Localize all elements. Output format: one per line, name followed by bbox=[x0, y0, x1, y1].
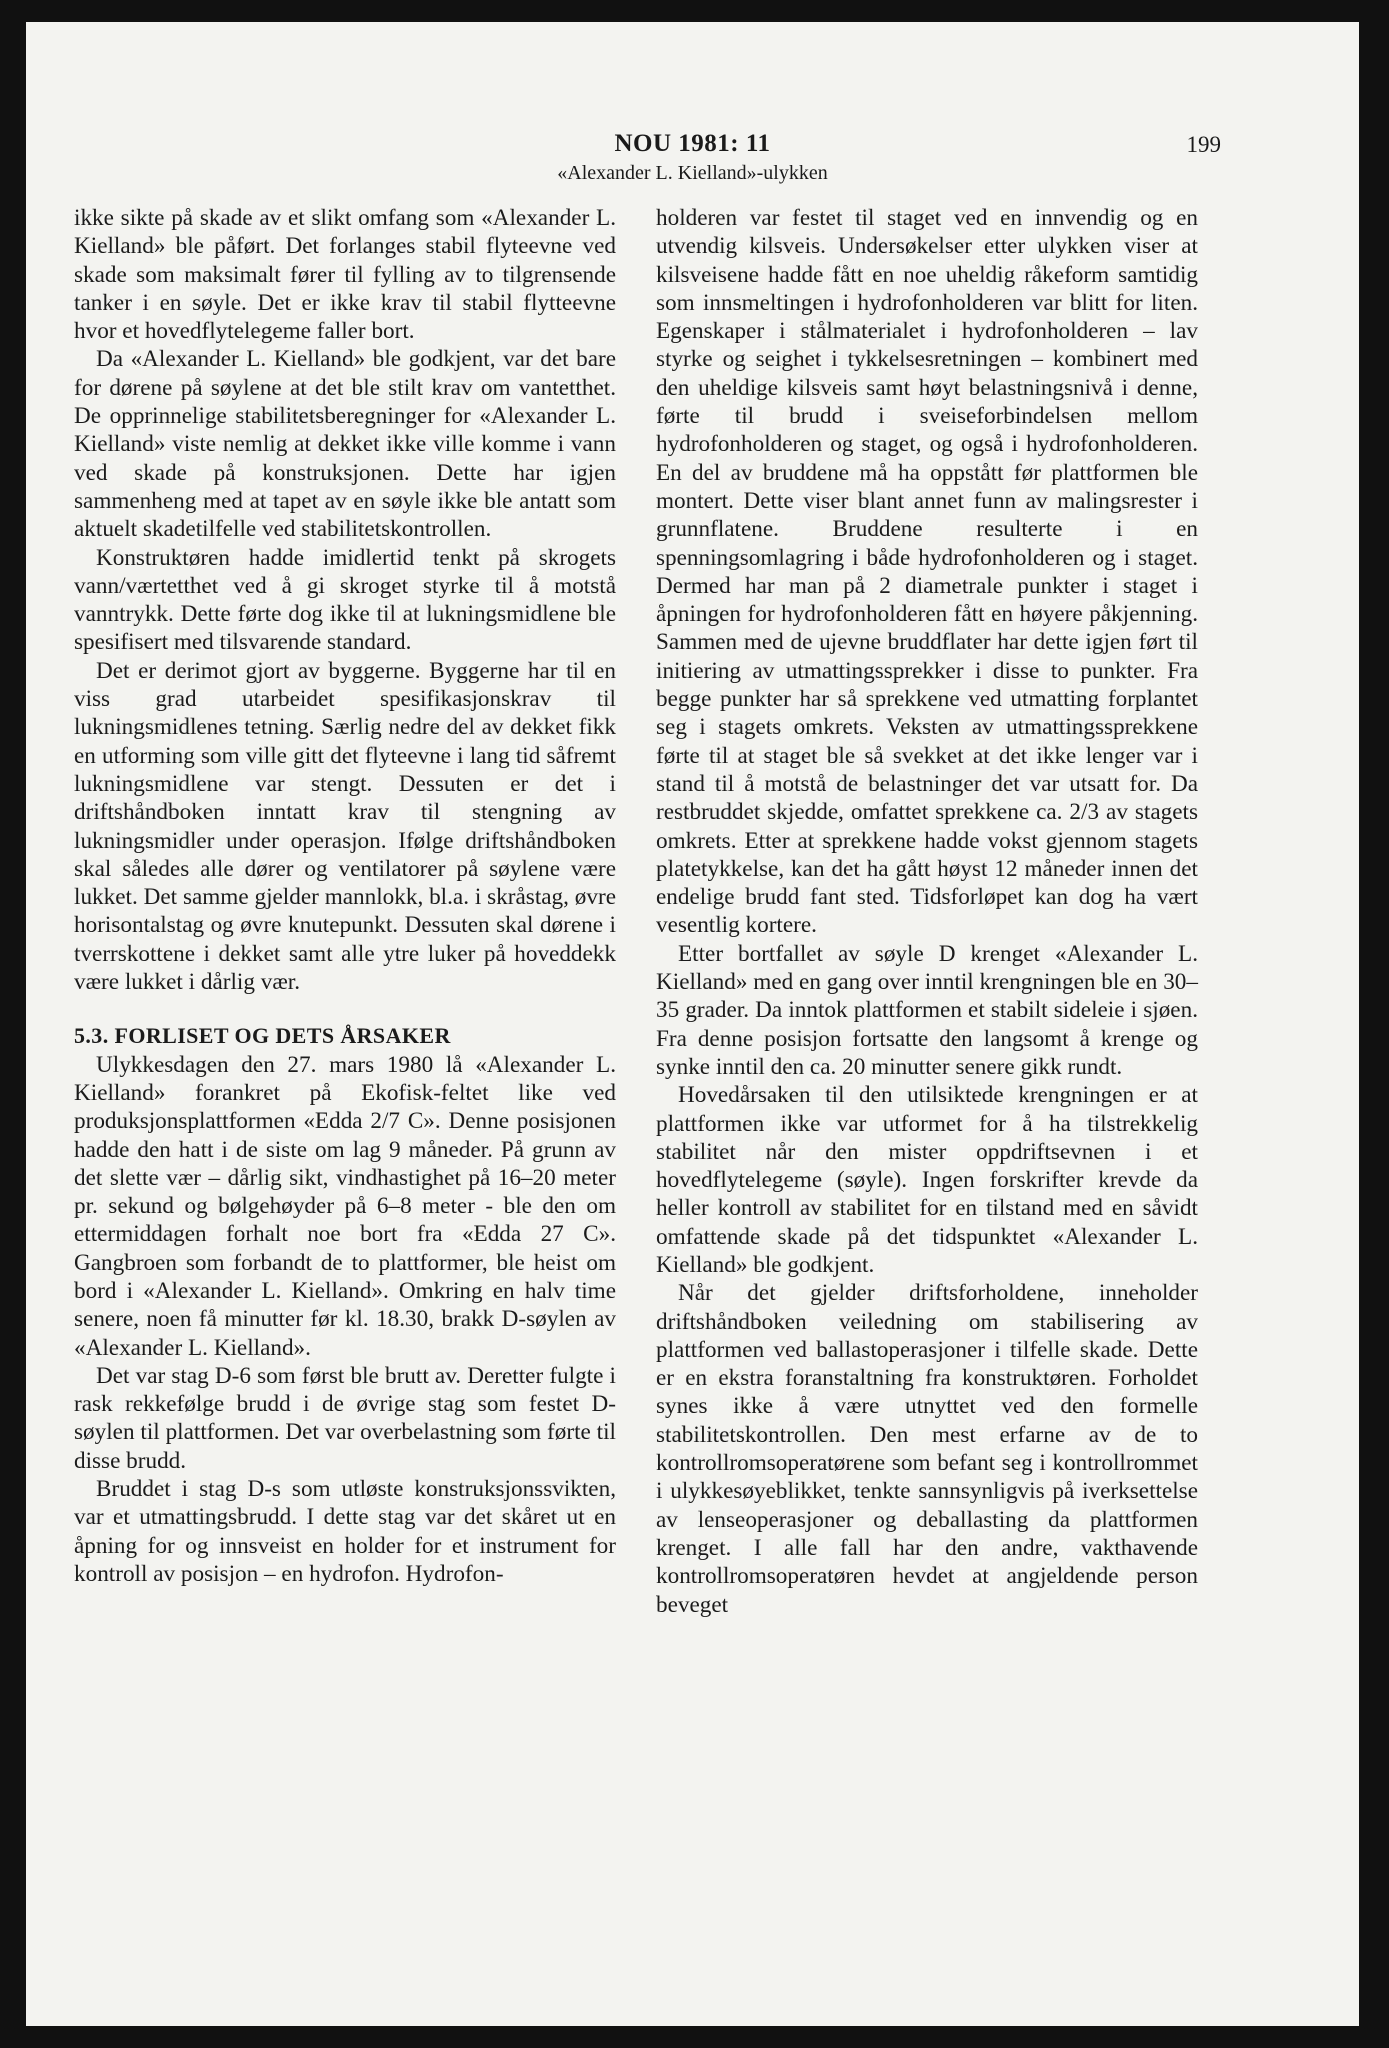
left-column bbox=[74, 204, 616, 1588]
paragraph: Det er derimot gjort av byggerne. Byggerne har til en viss grad utarbeidet spesifikasjonskrav til lukningsmidlenes tetning. Særlig nedre del av dekket fikk en utforming som ville gitt det flyteevne i lang tid såfremt lukningsmidlene var stengt. Dessuten er det i driftshåndboken inntatt krav til stengning av lukningsmidler under operasjon. Ifølge driftshåndboken skal således alle dører og ventilatorer på søylene være lukket. Det samme gjelder mannlokk, bl.a. i skråstag, øvre horisontalstag og øvre knutepunkt. Dessuten skal dørene i tverrskottene i dekket samt alle ytre luker på hoveddekk være lukket i dårlig vær. bbox=[74, 657, 616, 996]
running-header bbox=[26, 130, 1359, 185]
page-number: 199 bbox=[1186, 132, 1221, 157]
report-subtitle: «Alexander L. Kielland»-ulykken bbox=[557, 162, 828, 184]
paragraph: holderen var festet til staget ved en innvendig og en utvendig kilsveis. Undersøkelser etter ulykken viser at kilsveisene hadde fått en noe uheldig råkeform samtidig som innsmeltingen i hydrofonholderen var blitt for liten. Egenskaper i stålmaterialet i hydrofonholderen – lav styrke og seighet i tykkelsesretningen – kombinert med den uheldige kilsveis samt høyt belastningsnivå i denne, førte til brudd i sveiseforbindelsen mellom hydrofonholderen og staget, og også i hydrofonholderen. En del av bruddene må ha oppstått før plattformen ble montert. Dette viser blant annet funn av malingsrester i grunnflatene. Bruddene resulterte i en spenningsomlagring i både hydrofonholderen og i staget. Dermed har man på 2 diametrale punkter i staget i åpningen for hydrofonholderen fått en høyere påkjenning. Sammen med de ujevne bruddflater har dette igjen ført til initiering av utmattingssprekker i disse to punkter. Fra begge punkter har så sprekkene ved utmatting forplantet seg i stagets omkrets. Veksten av utmattingssprekkene førte til at staget ble så svekket at det ikke lenger var i stand til å motstå de belastninger det var utsatt for. Da restbruddet skjedde, omfattet sprekkene ca. 2/3 av stagets omkrets. Etter at sprekkene hadde vokst gjennom stagets platetykkelse, kan det ha gått høyst 12 måneder innen det endelige brudd fant sted. Tidsforløpet kan dog ha vært vesentlig kortere. bbox=[656, 205, 1198, 939]
paragraph: ikke sikte på skade av et slikt omfang som «Alexander L. Kielland» ble påført. Det forlanges stabil flyteevne ved skade som maksimalt fører til fylling av to tilgrensende tanker i en søyle. Det er ikke krav til stabil flytteevne hvor et hovedflytelegeme faller bort. bbox=[74, 205, 616, 345]
right-column bbox=[656, 204, 1198, 1619]
section-heading: 5.3. FORLISET OG DETS ÅRSAKER bbox=[74, 1023, 451, 1049]
paragraph: Da «Alexander L. Kielland» ble godkjent, var det bare for dørene på søylene at det ble stilt krav om vantetthet. De opprinnelige stabilitetsberegninger for «Alexander L. Kielland» viste nemlig at dekket ikke ville komme i vann ved skade på konstruksjonen. Dette har igjen sammenheng med at tapet av en søyle ikke ble antatt som aktuelt skadetilfelle ved stabilitetskontrollen. bbox=[74, 346, 616, 543]
paragraph: Etter bortfallet av søyle D krenget «Alexander L. Kielland» med en gang over inntil krengningen ble en 30–35 grader. Da inntok plattformen et stabilt sideleie i sjøen. Fra denne posisjon fortsatte den langsomt å krenge og synke inntil den ca. 20 minutter senere gikk rundt. bbox=[656, 940, 1198, 1080]
paragraph: Når det gjelder driftsforholdene, inneholder driftshåndboken veiledning om stabilisering av plattformen ved ballastoperasjoner i tilfelle skade. Dette er en ekstra foranstaltning fra konstruktøren. Forholdet synes ikke å være utnyttet ved den formelle stabilitetskontrollen. Den mest erfarne av de to kontrollromsoperatørene som befant seg i kontrollrommet i ulykkesøyeblikket, tenkte sannsynligvis på iverksettelse av lenseoperasjoner og deballasting da plattformen krenget. I alle fall har den andre, vakthavende kontrollromsoperatøren hevdet at angjeldende person beveget bbox=[656, 1280, 1198, 1618]
paragraph: Konstruktøren hadde imidlertid tenkt på skrogets vann/værtetthet ved å gi skroget styrke til å motstå vanntrykk. Dette førte dog ikke til at lukningsmidlene ble spesifisert med tilsvarende standard. bbox=[74, 544, 616, 656]
paragraph: Ulykkesdagen den 27. mars 1980 lå «Alexander L. Kielland» forankret på Ekofisk-feltet like ved produksjonsplattformen «Edda 2/7 C». Denne posisjonen hadde den hatt i de siste om lag 9 måneder. På grunn av det slette vær – dårlig sikt, vindhastighet på 16–20 meter pr. sekund og bølgehøyder på 6–8 meter - ble den om ettermiddagen forhalt noe bort fra «Edda 27 C». Gangbroen som forbandt de to plattformer, ble heist om bord i «Alexander L. Kielland». Omkring en halv time senere, noen få minutter før kl. 18.30, brakk D-søylen av «Alexander L. Kielland». bbox=[74, 1051, 616, 1361]
paragraph: Bruddet i stag D-s som utløste konstruksjonssvikten, var et utmattingsbrudd. I dette stag var det skåret ut en åpning for og innsveist en holder for et instrument for kontroll av posisjon – en hydrofon. Hydrofon- bbox=[74, 1476, 616, 1587]
report-id: NOU 1981: 11 bbox=[614, 130, 771, 157]
paragraph: Hovedårsaken til den utilsiktede krengningen er at plattformen ikke var utformet for å ha tilstrekkelig stabilitet når den mister oppdriftsevnen i et hovedflytelegeme (søyle). Ingen forskrifter krevde da heller kontroll av stabilitet for en tilstand med en såvidt omfattende skade på det tidspunktet «Alexander L. Kielland» ble godkjent. bbox=[656, 1082, 1198, 1278]
paragraph: Det var stag D-6 som først ble brutt av. Deretter fulgte i rask rekkefølge brudd i de øvrige stag som festet D-søylen til plattformen. Det var overbelastning som førte til disse brudd. bbox=[74, 1362, 616, 1474]
